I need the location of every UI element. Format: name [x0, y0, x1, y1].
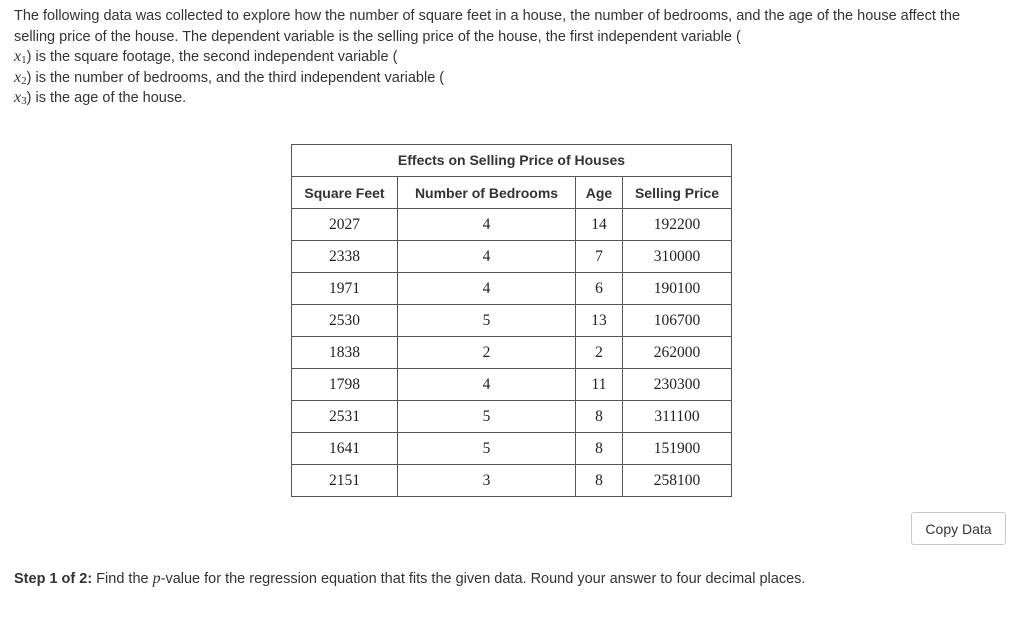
- table-row: [292, 401, 732, 433]
- intro-line-3: $x_1$) is the square footage, the second independent variable (: [14, 48, 398, 66]
- cell-selling-price: 192200: [623, 209, 732, 241]
- cell-selling-price: 230300: [623, 369, 732, 401]
- step-text-after: -value for the regression equation that fits the given data. Round your answer to four decimal places.: [160, 571, 806, 587]
- table-row: [292, 305, 732, 337]
- table-body: [292, 209, 732, 497]
- cell-age: 8: [576, 465, 623, 497]
- variable-x2: $x_2$: [14, 68, 27, 87]
- cell-age: 2: [576, 337, 623, 369]
- cell-bedrooms: 4: [398, 273, 576, 305]
- table-row: [292, 433, 732, 465]
- copy-data-button[interactable]: Copy Data: [911, 512, 1006, 545]
- step-instruction: [14, 570, 805, 588]
- cell-age: 7: [576, 241, 623, 273]
- cell-square-feet: 1798: [292, 369, 398, 401]
- cell-age: 14: [576, 209, 623, 241]
- house-price-table: [291, 144, 732, 497]
- cell-age: 11: [576, 369, 623, 401]
- cell-age: 8: [576, 433, 623, 465]
- cell-square-feet: 2338: [292, 241, 398, 273]
- header-square-feet: Square Feet: [292, 177, 398, 209]
- intro-line-1: The following data was collected to explore how the number of square feet in a house, the number of bedrooms, and the age of the house affect the: [14, 8, 961, 24]
- table-header-row: [292, 177, 732, 209]
- cell-selling-price: 310000: [623, 241, 732, 273]
- cell-bedrooms: 3: [398, 465, 576, 497]
- cell-bedrooms: 4: [398, 209, 576, 241]
- cell-bedrooms: 2: [398, 337, 576, 369]
- cell-selling-price: 151900: [623, 433, 732, 465]
- cell-square-feet: 1641: [292, 433, 398, 465]
- table-row: [292, 273, 732, 305]
- step-text-before: Find the: [92, 571, 153, 587]
- cell-bedrooms: 5: [398, 401, 576, 433]
- table-caption: Effects on Selling Price of Houses: [291, 144, 732, 176]
- cell-age: 8: [576, 401, 623, 433]
- intro-line-2: selling price of the house. The dependent variable is the selling price of the house, the first independent variable (: [14, 28, 741, 45]
- table-row: [292, 209, 732, 241]
- variable-x1: $x_1$: [14, 48, 27, 66]
- table-row: [292, 369, 732, 401]
- cell-square-feet: 1838: [292, 337, 398, 369]
- cell-selling-price: 258100: [623, 465, 732, 497]
- problem-statement: [14, 6, 1014, 109]
- step-label: Step 1 of 2:: [14, 571, 93, 587]
- cell-bedrooms: 4: [398, 369, 576, 401]
- cell-square-feet: 2531: [292, 401, 398, 433]
- intro-line-4: $x_2$) is the number of bedrooms, and the third independent variable (: [14, 68, 445, 87]
- cell-selling-price: 106700: [623, 305, 732, 337]
- cell-bedrooms: 5: [398, 305, 576, 337]
- table-row: [292, 241, 732, 273]
- variable-x3: $x_3$: [14, 89, 27, 107]
- cell-selling-price: 262000: [623, 337, 732, 369]
- cell-selling-price: 311100: [623, 401, 732, 433]
- table-row: [292, 337, 732, 369]
- table-row: [292, 465, 732, 497]
- header-selling-price: Selling Price: [623, 177, 732, 209]
- data-table-container: [291, 144, 731, 497]
- cell-square-feet: 2151: [292, 465, 398, 497]
- header-number-of-bedrooms: Number of Bedrooms: [398, 177, 576, 209]
- cell-selling-price: 190100: [623, 273, 732, 305]
- cell-square-feet: 2027: [292, 209, 398, 241]
- cell-bedrooms: 4: [398, 241, 576, 273]
- cell-square-feet: 2530: [292, 305, 398, 337]
- cell-bedrooms: 5: [398, 433, 576, 465]
- cell-age: 6: [576, 273, 623, 305]
- intro-line-5: $x_3$) is the age of the house.: [14, 89, 187, 107]
- cell-square-feet: 1971: [292, 273, 398, 305]
- p-variable: p: [152, 570, 161, 587]
- header-age: Age: [576, 177, 623, 209]
- cell-age: 13: [576, 305, 623, 337]
